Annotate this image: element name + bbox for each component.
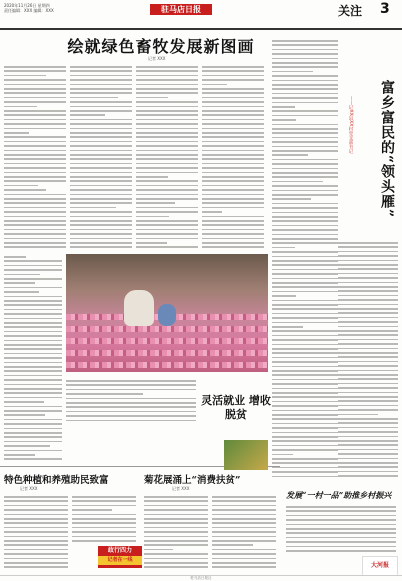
- watermark-logo: 大河报: [362, 556, 398, 576]
- story5-text: [286, 504, 396, 556]
- body-column-4: [202, 64, 264, 250]
- story4-title: 菊花展涌上“消费扶贫”: [144, 475, 241, 486]
- photo-feature-title: 灵活就业 增收脱贫: [201, 394, 271, 421]
- stamp-line2: 记者在一线: [98, 556, 142, 565]
- story4-col-1: [144, 494, 208, 572]
- section-name: 关注: [338, 4, 363, 18]
- right-story-subtitle: ——记XX县XX村党支部书记: [348, 96, 353, 154]
- main-photo: [66, 254, 268, 372]
- story3-col-1: [4, 494, 68, 572]
- editor-line: 责任编辑：XXX 编辑：XXX: [4, 8, 54, 13]
- main-byline: 记者 XXX: [148, 56, 166, 61]
- photo-caption: [66, 378, 196, 422]
- body-column-5: [4, 254, 62, 464]
- right-story-title: 富乡富民的“领头雁”: [379, 80, 395, 219]
- story5-title: 发展“一村一品”助推乡村振兴: [286, 490, 392, 500]
- main-headline: 绘就绿色畜牧发展新图画: [67, 37, 255, 56]
- newspaper-logo: 驻马店日报: [150, 4, 212, 15]
- body-column-6: [272, 38, 338, 478]
- story3-col-2: [72, 494, 136, 542]
- body-column-2: [70, 64, 132, 250]
- column-stamp: [98, 546, 142, 568]
- page-number: 3: [380, 1, 390, 17]
- story3-title: 特色种植和养殖助民致富: [4, 475, 109, 486]
- stamp-line1: 政行四力: [107, 547, 132, 554]
- page-footer: 驻马店日报社: [0, 575, 402, 581]
- story4-col-2: [212, 494, 276, 572]
- page-header: [0, 0, 402, 30]
- date-line: 2020年11月26日 星期四: [4, 3, 50, 8]
- body-column-7: [338, 240, 398, 480]
- header-date: [4, 3, 54, 13]
- story3-byline: 记者 XXX: [20, 486, 38, 491]
- body-column-3: [136, 64, 198, 250]
- body-column-1: [4, 64, 66, 250]
- story4-byline: 记者 XXX: [172, 486, 190, 491]
- inline-photo: [224, 440, 268, 470]
